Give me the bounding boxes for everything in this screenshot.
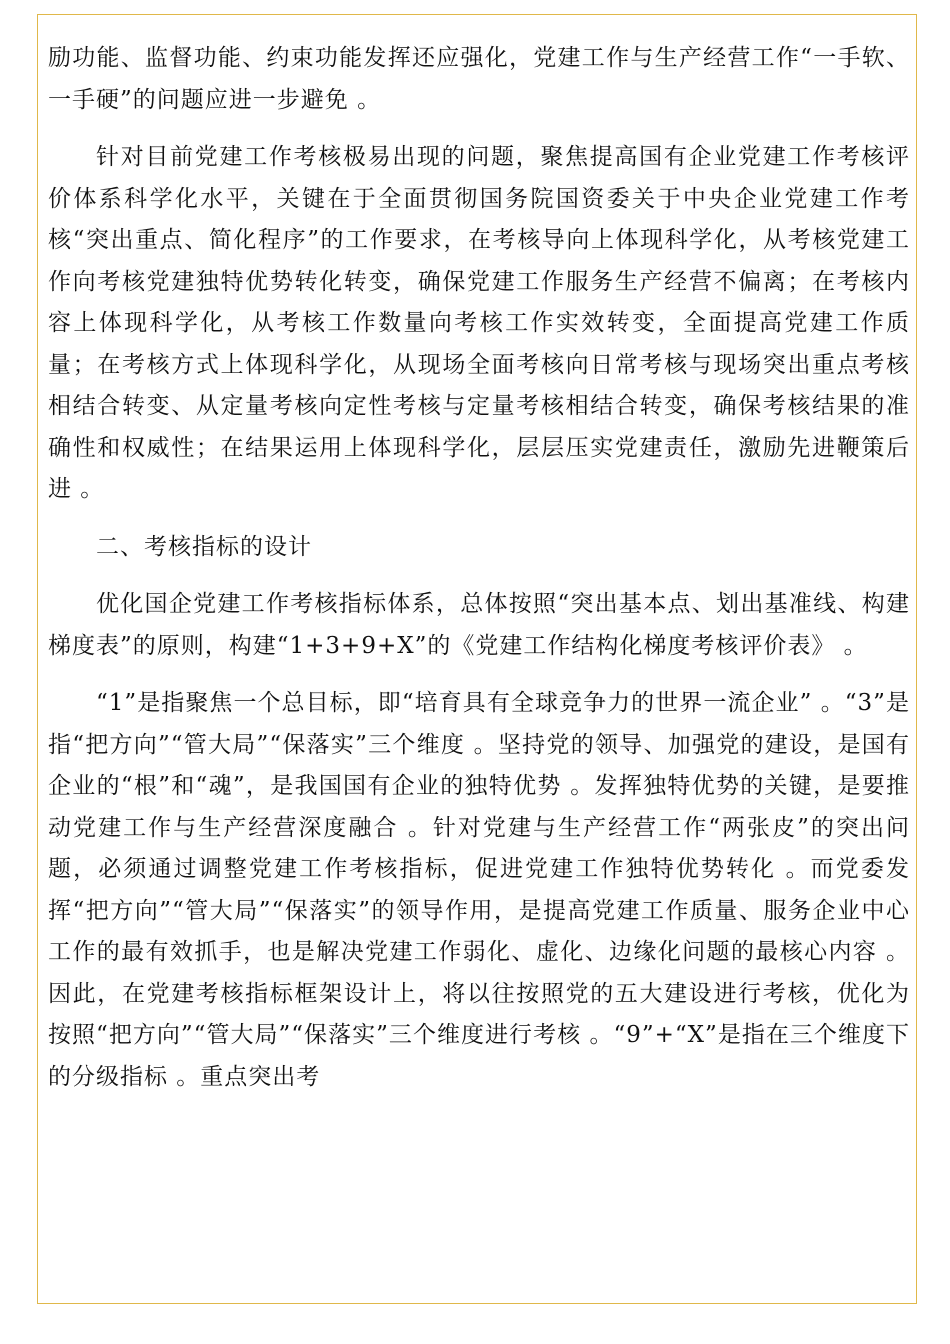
paragraph-4: “1”是指聚焦一个总目标，即“培育具有全球竞争力的世界一流企业” 。“3”是指“把方向”“管大局”“保落实”三个维度 。坚持党的领导、加强党的建设，是国有企业的“根”和“魂”，是我国国有企业的独特优势 。发挥独特优势的关键，是要推动党建工作与生产经营深度融合 。针对党建与生产经营工作“两张皮”的突出问题，必须通过调整党建工作考核指标，促进党建工作独特优势转化 。而党委发挥“把方向”“管大局”“保落实”的领导作用，是提高党建工作质量、服务企业中心工作的最有效抓手，也是解决党建工作弱化、虚化、边缘化问题的最核心内容 。因此，在党建考核指标框架设计上，将以往按照党的五大建设进行考核，优化为按照“把方向”“管大局”“保落实”三个维度进行考核 。“9”+“X”是指在三个维度下的分级指标 。重点突出考 <box>48 690 910 1090</box>
document-body <box>48 38 910 1098</box>
paragraph-1: 励功能、监督功能、约束功能发挥还应强化，党建工作与生产经营工作“一手软、一手硬”的问题应进一步避免 。 <box>48 45 910 113</box>
paragraph-2: 针对目前党建工作考核极易出现的问题，聚焦提高国有企业党建工作考核评价体系科学化水平，关键在于全面贯彻国务院国资委关于中央企业党建工作考核“突出重点、简化程序”的工作要求，在考核导向上体现科学化，从考核党建工作向考核党建独特优势转化转变，确保党建工作服务生产经营不偏离；在考核内容上体现科学化，从考核工作数量向考核工作实效转变，全面提高党建工作质量；在考核方式上体现科学化，从现场全面考核向日常考核与现场突出重点考核相结合转变、从定量考核向定性考核与定量考核相结合转变，确保考核结果的准确性和权威性；在结果运用上体现科学化，层层压实党建责任，激励先进鞭策后进 。 <box>48 144 910 502</box>
section-heading: 二、考核指标的设计 <box>96 533 312 560</box>
paragraph-3: 优化国企党建工作考核指标体系，总体按照“突出基本点、划出基准线、构建梯度表”的原则，构建“1+3+9+X”的《党建工作结构化梯度考核评价表》 。 <box>48 591 910 659</box>
